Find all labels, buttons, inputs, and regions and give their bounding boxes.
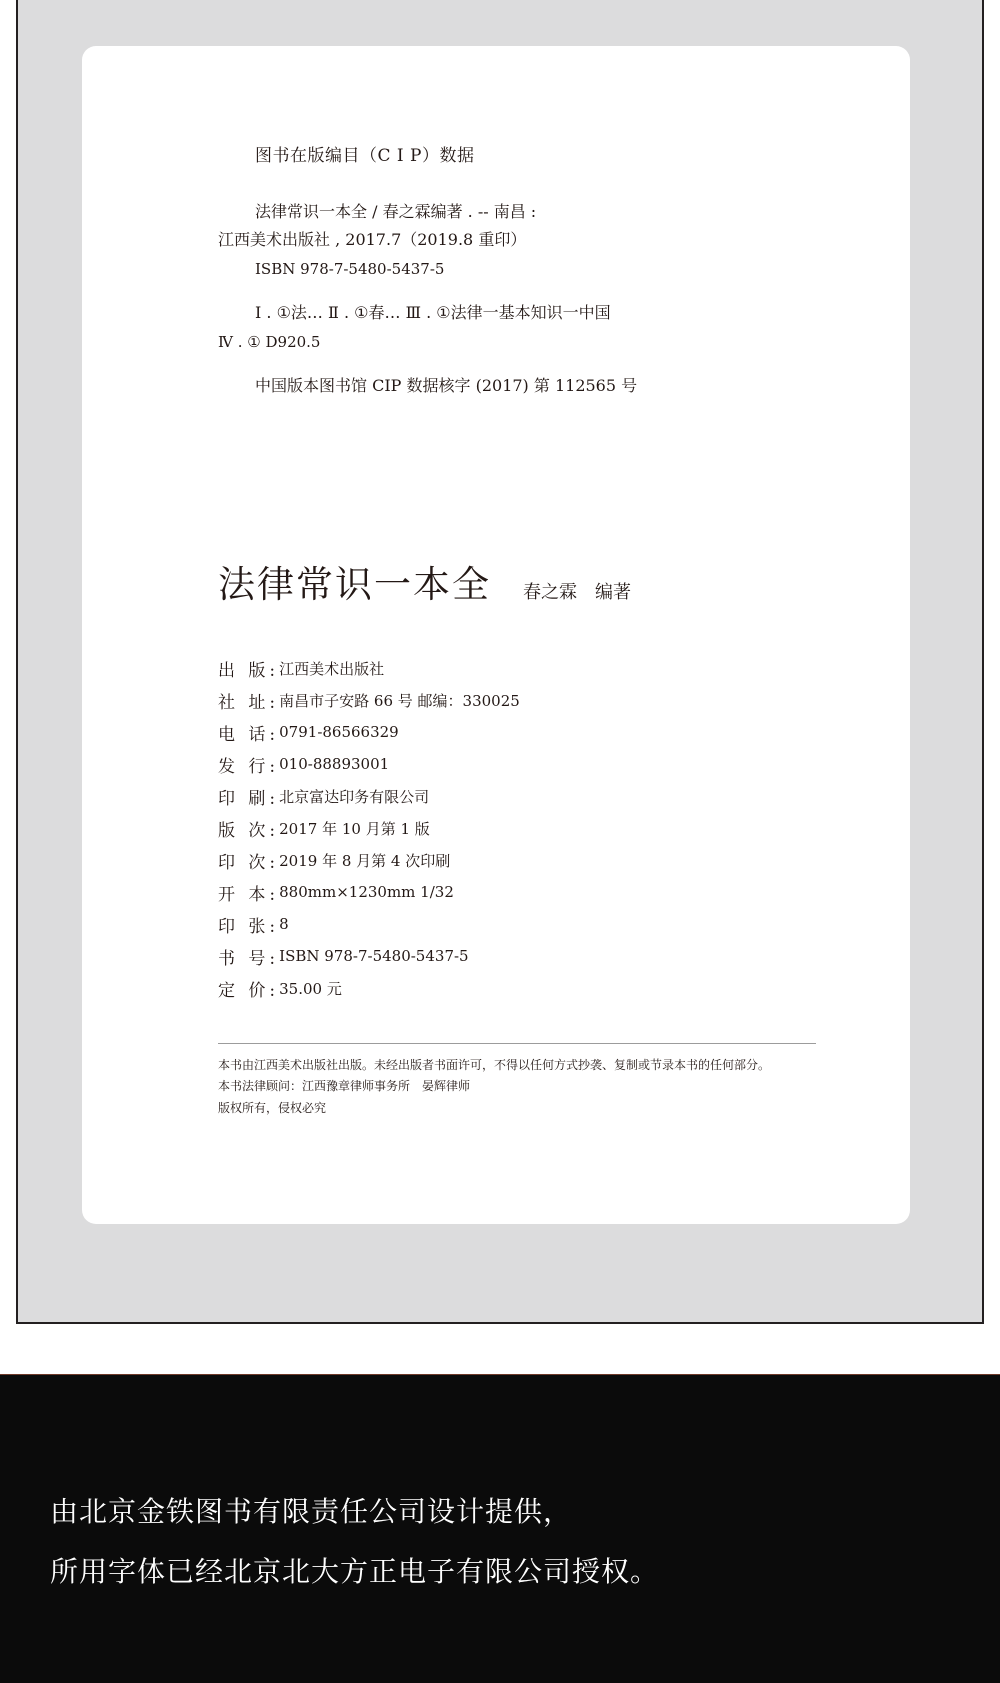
info-value: 2019 年 8 月第 4 次印刷 [279, 851, 451, 870]
info-label: 版 次: [218, 820, 280, 841]
info-value: 北京富达印务有限公司 [279, 787, 430, 806]
cip-entry-line1: 法律常识一本全 / 春之霖编著 . -- 南昌 : [255, 202, 537, 221]
info-label: 电 话: [218, 724, 280, 745]
cip-title: 图书在版编目（C I P）数据 [255, 146, 475, 166]
book-title: 法律常识一本全 [218, 563, 491, 606]
info-row-isbn [218, 940, 520, 972]
cip-entry-line2: 江西美术出版社 , 2017.7（2019.8 重印） [218, 230, 527, 249]
info-value: 010-88893001 [279, 755, 390, 773]
book-author: 春之霖 编著 [523, 582, 631, 603]
cip-verification-number: 中国版本图书馆 CIP 数据核字 (2017) 第 112565 号 [255, 376, 638, 395]
info-value: 0791-86566329 [279, 723, 399, 741]
copyright-page [82, 46, 910, 1224]
info-row-sheets [218, 908, 520, 940]
info-value: 江西美术出版社 [279, 659, 385, 678]
info-label: 定 价: [218, 980, 280, 1001]
copyright-notice: 本书由江西美术出版社出版。未经出版者书面许可，不得以任何方式抄袭、复制或节录本书的任何部分。 [218, 1058, 771, 1072]
info-label: 印 刷: [218, 788, 280, 809]
info-value: 2017 年 10 月第 1 版 [279, 819, 430, 838]
footer-font-license: 所用字体已经北京北大方正电子有限公司授权。 [50, 1555, 660, 1588]
info-value: ISBN 978-7-5480-5437-5 [279, 947, 469, 965]
info-row-printing [218, 844, 520, 876]
legal-counsel: 本书法律顾问：江西豫章律师事务所 晏辉律师 [218, 1079, 471, 1093]
info-row-edition [218, 812, 520, 844]
info-row-distribution [218, 748, 520, 780]
cip-classification-line1: Ⅰ . ①法… Ⅱ . ①春… Ⅲ . ①法律一基本知识一中国 [255, 303, 611, 322]
info-label: 发 行: [218, 756, 280, 777]
footer-design-credit: 由北京金铁图书有限责任公司设计提供， [50, 1495, 573, 1528]
info-row-publisher [218, 652, 520, 684]
info-row-printer [218, 780, 520, 812]
info-label: 出 版: [218, 660, 280, 681]
info-label: 开 本: [218, 884, 280, 905]
info-label: 社 址: [218, 692, 280, 713]
divider-line [218, 1043, 816, 1044]
rights-reserved: 版权所有，侵权必究 [218, 1101, 327, 1115]
cip-isbn: ISBN 978-7-5480-5437-5 [255, 260, 445, 278]
info-row-address [218, 684, 520, 716]
info-row-price [218, 972, 520, 1004]
info-row-format [218, 876, 520, 908]
info-value: 8 [279, 915, 289, 933]
info-label: 印 次: [218, 852, 280, 873]
info-label: 印 张: [218, 916, 280, 937]
info-value: 南昌市子安路 66 号 邮编：330025 [279, 691, 520, 710]
info-row-phone [218, 716, 520, 748]
info-value: 35.00 元 [279, 979, 342, 998]
info-value: 880mm×1230mm 1/32 [279, 883, 454, 901]
cip-classification-line2: Ⅳ . ① D920.5 [218, 333, 321, 351]
publication-info-list [218, 652, 520, 1004]
info-label: 书 号: [218, 948, 280, 969]
